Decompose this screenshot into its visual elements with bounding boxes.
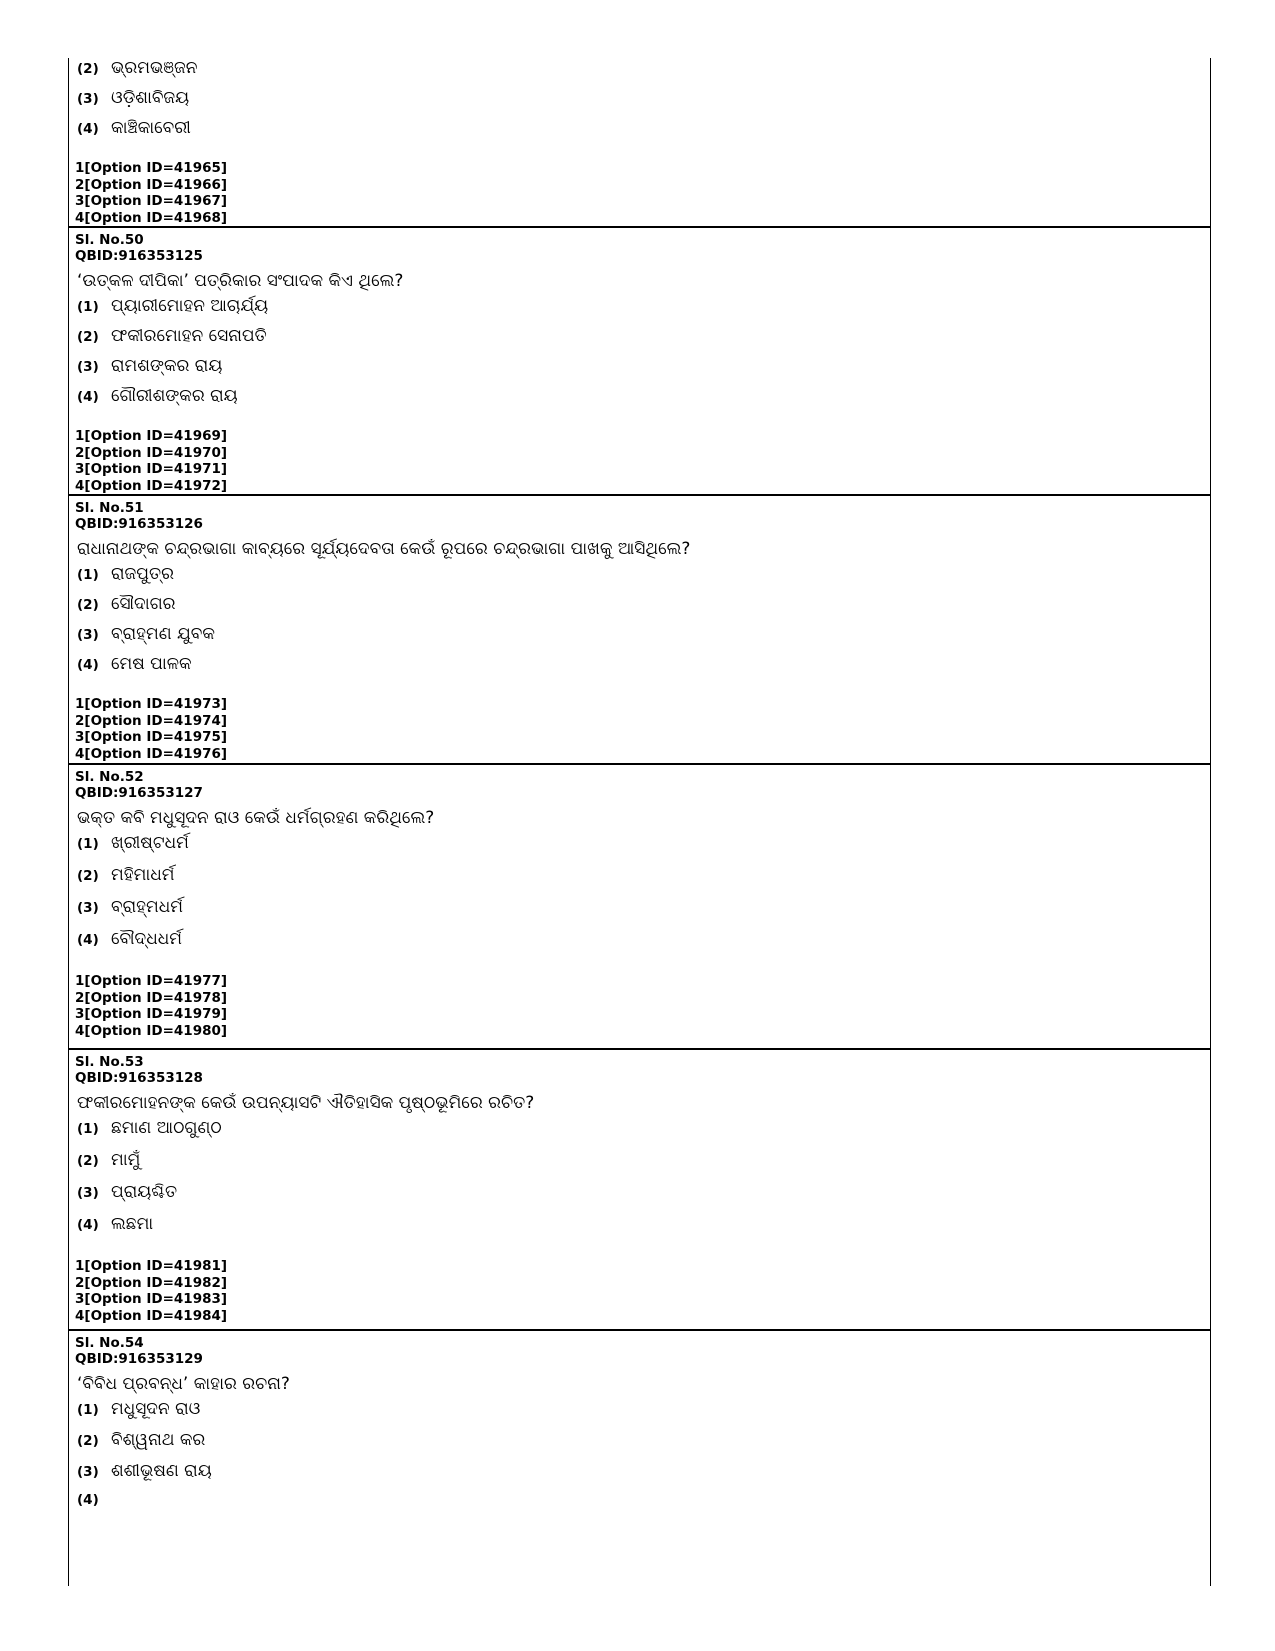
option-row <box>75 88 1210 118</box>
option-number: (4) <box>77 1492 99 1508</box>
option-number: (4) <box>77 932 99 948</box>
option-text: କାଞ୍ଚିକାବେରୀ <box>111 118 191 138</box>
question-block-52 <box>69 763 1210 1048</box>
option-text: ମହିମାଧର୍ମ <box>111 865 175 885</box>
option-number: (2) <box>77 868 99 884</box>
option-text: ମଧୁସୂଦନ ରାଓ <box>111 1399 201 1419</box>
option-text: ବୌଦ୍ଧଧର୍ମ <box>111 929 182 949</box>
option-id-list <box>75 160 1210 226</box>
qbid: QBID:916353125 <box>75 248 203 264</box>
option-row <box>75 118 1210 148</box>
question-text: ଭକ୍ତ କବି ମଧୁସୂଦନ ରାଓ କେଉଁ ଧର୍ମଗ୍ରହଣ କରିଥିଲେ? <box>77 808 435 828</box>
option-text: ଫକୀରମୋହନ ସେନାପତି <box>111 326 267 346</box>
option-number: (1) <box>77 1402 99 1418</box>
option-row <box>75 1214 1210 1246</box>
qbid: QBID:916353129 <box>75 1351 203 1367</box>
serial-number: Sl. No.50 <box>75 232 144 248</box>
option-row <box>75 296 1210 326</box>
option-id: 2[Option ID=41974] <box>75 712 228 729</box>
question-block-51 <box>69 494 1210 763</box>
option-row <box>75 326 1210 356</box>
question-block-54 <box>69 1329 1210 1574</box>
option-text: ରାମଶଙ୍କର ରାୟ <box>111 356 223 376</box>
option-text: ଗୌରୀଶଙ୍କର ରାୟ <box>111 386 238 406</box>
option-number: (2) <box>77 329 99 345</box>
option-number: (3) <box>77 900 99 916</box>
option-id: 3[Option ID=41971] <box>75 461 228 477</box>
question-text: ‘ବିବିଧ ପ୍ରବନ୍ଧ’ କାହାର ରଚନା? <box>77 1374 290 1394</box>
option-id: 2[Option ID=41982] <box>75 1274 228 1291</box>
option-text: ଛମାଣ ଆଠଗୁଣ୍ଠ <box>111 1118 222 1138</box>
option-text: ଖ୍ରୀଷ୍ଟଧର୍ମ <box>111 833 189 853</box>
option-number: (2) <box>77 597 99 613</box>
option-id: 1[Option ID=41977] <box>75 973 228 989</box>
option-id: 3[Option ID=41979] <box>75 1006 228 1022</box>
option-id: 2[Option ID=41966] <box>75 176 228 193</box>
option-row <box>75 897 1210 929</box>
option-row <box>75 1182 1210 1214</box>
option-number: (2) <box>77 61 99 77</box>
option-number: (1) <box>77 1121 99 1137</box>
option-id: 1[Option ID=41969] <box>75 428 228 444</box>
option-number: (3) <box>77 91 99 107</box>
option-row <box>75 624 1210 654</box>
option-number: (1) <box>77 567 99 583</box>
option-row <box>75 386 1210 416</box>
option-id: 4[Option ID=41984] <box>75 1307 228 1324</box>
option-id: 3[Option ID=41967] <box>75 193 228 209</box>
option-text: ବ୍ରାହ୍ମଣ ଯୁବକ <box>111 624 215 644</box>
option-text: ଲଛମା <box>111 1214 154 1234</box>
option-id: 2[Option ID=41978] <box>75 989 228 1006</box>
question-text: ‘ଉତ୍କଳ ଦୀପିକା’ ପତ୍ରିକାର ସଂପାଦକ କିଏ ଥିଲେ? <box>77 271 404 291</box>
option-row <box>75 929 1210 961</box>
serial-number: Sl. No.53 <box>75 1054 144 1070</box>
option-id: 1[Option ID=41973] <box>75 696 228 712</box>
option-row <box>75 1461 1210 1492</box>
option-row <box>75 654 1210 684</box>
qbid: QBID:916353128 <box>75 1070 203 1086</box>
option-row <box>75 356 1210 386</box>
option-number: (2) <box>77 1153 99 1169</box>
option-number: (3) <box>77 1464 99 1480</box>
option-text: ବ୍ରାହ୍ମଧର୍ମ <box>111 897 183 917</box>
qbid: QBID:916353126 <box>75 516 203 532</box>
option-number: (1) <box>77 299 99 315</box>
serial-number: Sl. No.52 <box>75 769 144 785</box>
option-id: 4[Option ID=41980] <box>75 1022 228 1039</box>
option-number: (3) <box>77 1185 99 1201</box>
option-id: 4[Option ID=41968] <box>75 209 228 226</box>
option-text: ମାମୁଁ <box>111 1150 141 1170</box>
serial-number: Sl. No.51 <box>75 500 144 516</box>
option-id-list <box>75 428 1210 494</box>
option-text: ସୌଦାଗର <box>111 594 176 614</box>
option-number: (3) <box>77 359 99 375</box>
option-row <box>75 594 1210 624</box>
option-row <box>75 833 1210 865</box>
option-number: (4) <box>77 657 99 673</box>
option-row <box>75 1492 1210 1523</box>
question-text: ଫକୀରମୋହନଙ୍କ କେଉଁ ଉପନ୍ୟାସଟି ଐତିହାସିକ ପୃଷ୍ଠଭୂମିରେ ରଚିତ? <box>77 1093 535 1113</box>
option-number: (4) <box>77 389 99 405</box>
option-id: 2[Option ID=41970] <box>75 444 228 461</box>
option-id: 1[Option ID=41981] <box>75 1258 228 1274</box>
option-number: (1) <box>77 836 99 852</box>
option-id: 4[Option ID=41976] <box>75 745 228 762</box>
question-block-49-continued <box>69 58 1210 226</box>
option-number: (4) <box>77 121 99 137</box>
option-number: (2) <box>77 1433 99 1449</box>
option-id-list <box>75 696 1210 762</box>
qbid: QBID:916353127 <box>75 785 203 801</box>
option-text: ଓଡ଼ିଶାବିଜୟ <box>111 88 190 108</box>
option-row <box>75 58 1210 88</box>
option-id: 4[Option ID=41972] <box>75 477 228 494</box>
option-id: 3[Option ID=41975] <box>75 729 228 745</box>
option-text: ପ୍ରାୟଶ୍ଚିତ <box>111 1182 178 1202</box>
option-row <box>75 1430 1210 1461</box>
option-text: ପ୍ୟାରୀମୋହନ ଆଚାର୍ଯ୍ୟ <box>111 296 269 316</box>
option-text: ଶଶୀଭୂଷଣ ରାୟ <box>111 1461 212 1481</box>
option-text: ମେଷ ପାଳକ <box>111 654 192 674</box>
option-row <box>75 865 1210 897</box>
option-row <box>75 1118 1210 1150</box>
option-id-list <box>75 973 1210 1039</box>
option-text: ରାଜପୁତ୍ର <box>111 564 174 584</box>
question-paper <box>68 58 1211 1586</box>
option-number: (4) <box>77 1217 99 1233</box>
question-block-53 <box>69 1048 1210 1329</box>
option-text: ବିଶ୍ୱନାଥ କର <box>111 1430 206 1450</box>
serial-number: Sl. No.54 <box>75 1335 144 1351</box>
option-row <box>75 1150 1210 1182</box>
option-text: ଭ୍ରମଭଞ୍ଜନ <box>111 58 198 78</box>
option-number: (3) <box>77 627 99 643</box>
option-id-list <box>75 1258 1210 1324</box>
question-text: ରାଧାନାଥଙ୍କ ଚନ୍ଦ୍ରଭାଗା କାବ୍ୟରେ ସୂର୍ଯ୍ୟଦେବତା କେଉଁ ରୂପରେ ଚନ୍ଦ୍ରଭାଗା ପାଖକୁ ଆସିଥିଲେ? <box>77 539 691 559</box>
option-row <box>75 564 1210 594</box>
option-id: 3[Option ID=41983] <box>75 1291 228 1307</box>
option-id: 1[Option ID=41965] <box>75 160 228 176</box>
option-row <box>75 1399 1210 1430</box>
question-block-50 <box>69 226 1210 494</box>
